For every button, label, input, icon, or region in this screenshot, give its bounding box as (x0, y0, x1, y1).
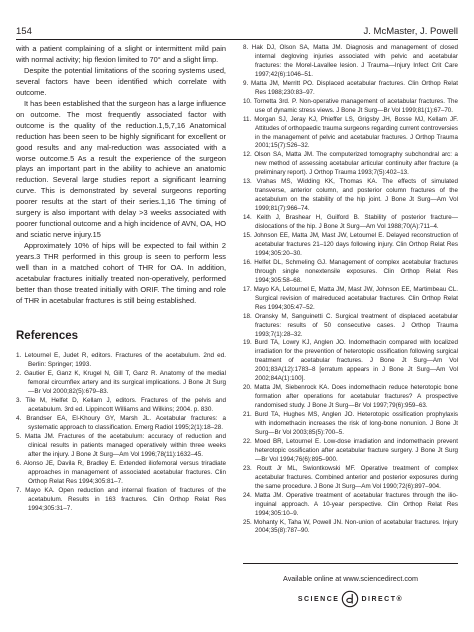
reference-item: 7. Mayo KA. Open reduction and internal fixation of fractures of the acetabulum. Results in 163 fractures. Clin Orthop Relat Res 1994;305:31–7. (16, 486, 226, 512)
reference-item: 11. Morgan SJ, Jeray KJ, Phieffer LS, Grigsby JH, Bosse MJ, Kellam JF. Attitudes of orthopaedic trauma surgeons regarding current controversies in the management of pelvic and acetabular fractures. J Orthop Trauma 2001;15(7):526–32. (243, 115, 458, 150)
page-number: 154 (16, 26, 32, 37)
reference-item: 6. Alonso JE, Davila R, Bradley E. Extended iliofemoral versus triradiate approaches in management of associated acetabular fractures. Clin Orthop Relat Res 1994;305:81–7. (16, 459, 226, 485)
reference-item: 1. Letournel E, Judet R, editors. Fractures of the acetabulum. 2nd ed. Berlin: Springer; 1993. (16, 351, 226, 368)
reference-item: 10. Tornetta 3rd. P. Non-operative management of acetabular fractures. The use of dynamic stress views. J Bone Jt Surg—Br Vol 1999;81(1):67–70. (243, 97, 458, 114)
sciencedirect-logo (243, 590, 458, 608)
reference-list-left (16, 351, 226, 513)
reference-item: 20. Matta JM, Siebenrock KA. Does indomethacin reduce heterotopic bone formation after operations for acetabular fractures? A prospective randomised study. J Bone Jt Surg—Br Vol 1997;79(6):959–63. (243, 384, 458, 410)
reference-item: 23. Routt Jr ML, Swiontkowski MF. Operative treatment of complex acetabular fractures. Combined anterior and posterior exposures during the same procedure. J Bone Jt Surg—Am Vol 1990;72(6):897–904. (243, 464, 458, 490)
body-paragraph: with a patient complaining of a slight or intermittent mild pain with normal activity; hip flexion limited to 70° and a slight limp. (16, 44, 226, 64)
reference-item: 5. Matta JM. Fractures of the acetabulum: accuracy of reduction and clinical results in patients managed operatively within three weeks after the injury. J Bone Jt Surg—Am Vol 1996;78(11):1632–45. (16, 432, 226, 458)
reference-item: 17. Mayo KA, Letournel E, Matta JM, Mast JW, Johnson EE, Martimbeau CL. Surgical revision of malreduced acetabular fractures. Clin Orthop Relat Res 1994;305:47–52. (243, 285, 458, 311)
reference-item: 8. Hak DJ, Olson SA, Matta JM. Diagnosis and management of closed internal degloving injuries associated with pelvic and acetabular fractures: the Morel-Lavallee lesion. J Trauma—Injury Infect Crit Care 1997;42(6):1046–51. (243, 44, 458, 78)
reference-item: 15. Johnson EE, Matta JM, Mast JW, Letournel E. Delayed reconstruction of acetabular fractures 21–120 days following injury. Clin Orthop Relat Res 1994;305:20–30. (243, 232, 458, 257)
body-paragraph: It has been established that the surgeon has a large influence on outcome. The most frequently associated factor with outcome is the quality of the reduction.1,5,7,16 Anatomical reduction has been seen to be highly significant for excellent or good results and any mal-reduction was associated with a worse outcome.5 As a result the experience of the surgeon plays an important part in the ability to achieve an anatomic reduction. Several large studies report a significant learning curve. This is demonstrated by several surgeons reporting poorer results at the start of their series.1,16 The timing of surgery is also important with delay >3 weeks associated with poorer functional outcome and a high incidence of AVN, OA, HO and sciatic nerve injury.15 (16, 98, 226, 240)
footer-rule (243, 563, 458, 564)
sciencedirect-logo-icon (341, 590, 359, 608)
header-rule (16, 39, 458, 40)
availability-link[interactable]: Available online at www.sciencedirect.com (283, 574, 418, 583)
page-footer (243, 574, 458, 608)
reference-item: 25. Mohanty K, Taha W, Powell JN. Non-union of acetabular fractures. Injury 2004;35(8):787–90. (243, 518, 458, 535)
reference-item: 19. Burd TA, Lowry KJ, Anglen JO. Indomethacin compared with localized irradiation for the prevention of heterotopic ossification following surgical treatment of acetabular fractures. J Bone Jt Surg—Am Vol 2001;83A(12):1783–8 [erratum appears in J Bone Jt Surg—Am Vol 2002;84A(1):100]. (243, 339, 458, 383)
logo-word-left: SCIENCE (297, 595, 340, 603)
page-header (16, 26, 458, 38)
reference-item: 4. Brandser EA, El-Khoury GY, Marsh JL. Acetabular fractures: a systematic approach to classification. Emerg Radiol 1995;2(1):18–28. (16, 414, 226, 431)
running-title: J. McMaster, J. Powell (363, 26, 458, 37)
reference-list-right (243, 44, 458, 536)
reference-item: 2. Gautier E, Ganz K, Krugel N, Gill T, Ganz R. Anatomy of the medial femoral circumflex artery and its surgical implications. J Bone Jt Surg—Br Vol 2000;82(5):679–83. (16, 369, 226, 395)
reference-item: 22. Moed BR, Letournel E. Low-dose irradiation and indomethacin prevent heterotopic ossification after acetabular fracture surgery. J Bone Jt Surg—Br Vol 1994;76(6):895–900. (243, 437, 458, 463)
reference-item: 24. Matta JM. Operative treatment of acetabular fractures through the ilio-inguinal approach. A 10-year perspective. Clin Orthop Relat Res 1994;305:10–9. (243, 491, 458, 517)
reference-item: 12. Olson SA, Matta JM. The computerized tomography subchondral arc: a new method of assessing acetabular articular continuity after fracture (a preliminary report). J Orthop Trauma 1993;7(5):402–13. (243, 151, 458, 177)
reference-item: 18. Oransky M, Sanguinetti C. Surgical treatment of displaced acetabular fractures: results of 50 consecutive cases. J Orthop Trauma 1993;7(1):28–32. (243, 312, 458, 338)
reference-item: 13. Vrahas MS, Widding KK, Thomas KA. The effects of simulated transverse, anterior column, and posterior column fractures of the acetabulum on the stability of the hip joint. J Bone Jt Surg—Am Vol 1999;81(7):966–74. (243, 178, 458, 213)
body-paragraph: Approximately 10% of hips will be expected to fail within 2 years.3 THR performed in this group is seen to perform less well than in a matched cohort of THR for OA. In addition, acetabular fractures initially treated non-operatively, performed better than those treated initially with ORIF. The timing and role of THR in acetabular fractures is still being established. (16, 241, 226, 305)
right-column (243, 44, 458, 536)
left-column (16, 44, 226, 513)
reference-item: 9. Matta JM, Merritt PO. Displaced acetabular fractures. Clin Orthop Relat Res 1988;230:83–97. (243, 79, 458, 96)
reference-item: 21. Burd TA, Hughes MS, Anglen JO. Heterotopic ossification prophylaxis with indomethacin increases the risk of long-bone nonunion. J Bone Jt Surg—Br Vol 2003;85(5):700–5. (243, 411, 458, 436)
references-heading: References (16, 329, 79, 342)
reference-item: 14. Keith J, Brashear H, Guilford B. Stability of posterior fracture—dislocations of the hip. J Bone Jt Surg—Am Vol 1988;70(A):711–4. (243, 214, 458, 231)
logo-word-right: DIRECT® (361, 595, 404, 603)
reference-item: 16. Helfet DL, Schmeling GJ. Management of complex acetabular fractures through single nonextensile exposures. Clin Orthop Relat Res 1994;305:58–68. (243, 258, 458, 284)
body-paragraph: Despite the potential limitations of the scoring systems used, several factors have been identified which correlate with outcome. (16, 65, 226, 97)
reference-item: 3. Tile M, Helfet D, Kellam J, editors. Fractures of the pelvis and acetabulum. 3rd ed. Lippincott Williams and Wilkins; 2004. p. 830. (16, 396, 226, 413)
